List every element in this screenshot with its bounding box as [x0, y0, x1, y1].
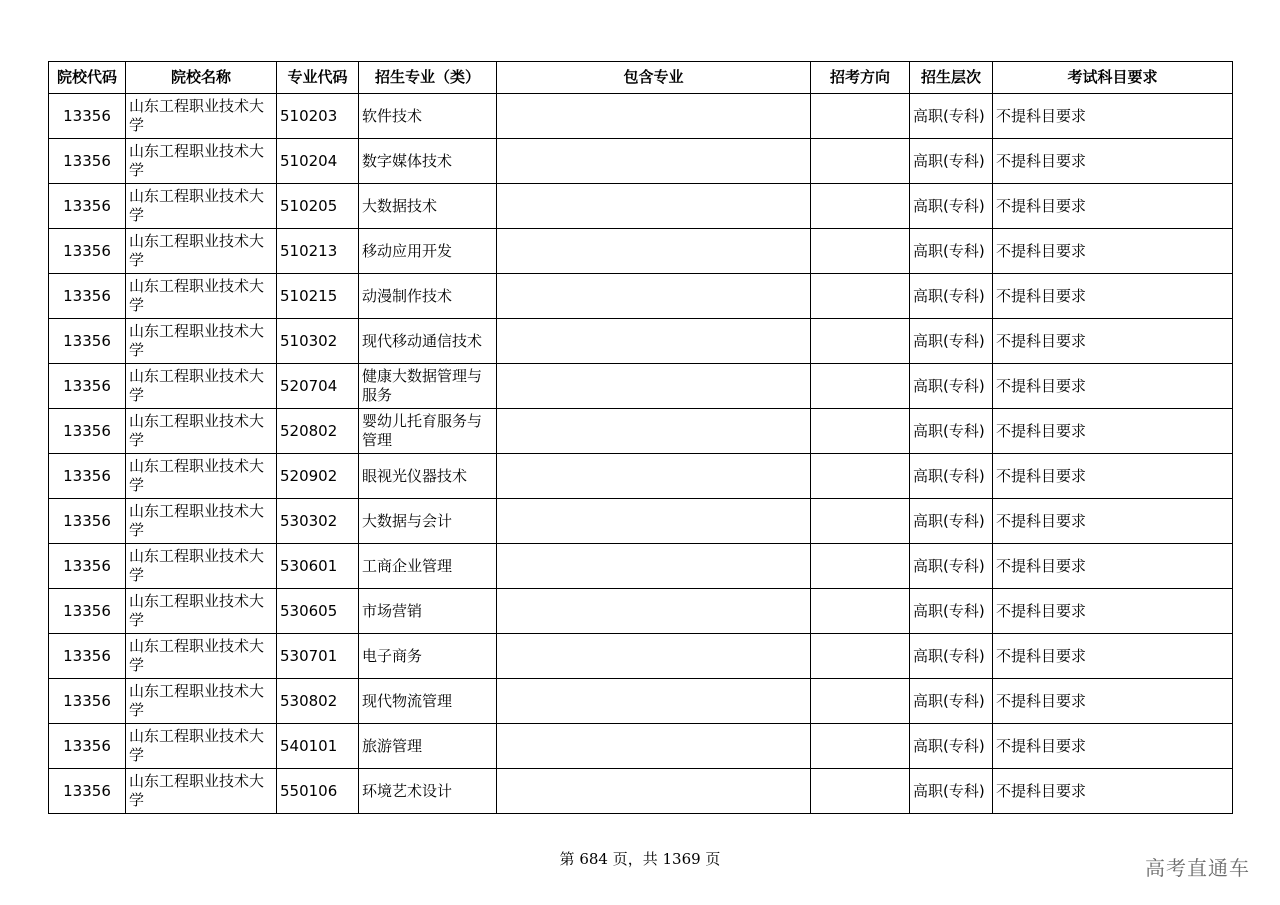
- direction-cell: [811, 679, 910, 724]
- requirement-cell: 不提科目要求: [993, 229, 1233, 274]
- requirement-cell: 不提科目要求: [993, 499, 1233, 544]
- included-majors-cell: [497, 724, 811, 769]
- major-cell: 动漫制作技术: [359, 274, 497, 319]
- watermark: 高考直通车: [1145, 856, 1250, 880]
- school-code-cell: 13356: [49, 364, 126, 409]
- table-row: [49, 589, 1233, 634]
- direction-cell: [811, 94, 910, 139]
- school-name-cell: 山东工程职业技术大学: [126, 679, 277, 724]
- major-cell: 市场营销: [359, 589, 497, 634]
- included-majors-cell: [497, 184, 811, 229]
- direction-cell: [811, 139, 910, 184]
- requirement-cell: 不提科目要求: [993, 634, 1233, 679]
- school-code-cell: 13356: [49, 454, 126, 499]
- included-majors-cell: [497, 679, 811, 724]
- major-code-cell: 530601: [277, 544, 359, 589]
- major-code-cell: 530802: [277, 679, 359, 724]
- major-cell: 电子商务: [359, 634, 497, 679]
- school-name-cell: 山东工程职业技术大学: [126, 724, 277, 769]
- school-code-cell: 13356: [49, 184, 126, 229]
- requirement-cell: 不提科目要求: [993, 364, 1233, 409]
- requirement-cell: 不提科目要求: [993, 544, 1233, 589]
- school-code-cell: 13356: [49, 409, 126, 454]
- level-cell: 高职(专科): [910, 94, 993, 139]
- school-name-cell: 山东工程职业技术大学: [126, 139, 277, 184]
- major-cell: 环境艺术设计: [359, 769, 497, 814]
- major-cell: 大数据技术: [359, 184, 497, 229]
- level-cell: 高职(专科): [910, 274, 993, 319]
- included-majors-cell: [497, 589, 811, 634]
- major-cell: 软件技术: [359, 94, 497, 139]
- included-majors-cell: [497, 634, 811, 679]
- major-cell: 现代移动通信技术: [359, 319, 497, 364]
- direction-cell: [811, 184, 910, 229]
- level-cell: 高职(专科): [910, 319, 993, 364]
- direction-cell: [811, 724, 910, 769]
- requirement-cell: 不提科目要求: [993, 94, 1233, 139]
- direction-cell: [811, 364, 910, 409]
- major-code-cell: 530302: [277, 499, 359, 544]
- major-cell: 健康大数据管理与服务: [359, 364, 497, 409]
- major-code-cell: 520704: [277, 364, 359, 409]
- major-cell: 旅游管理: [359, 724, 497, 769]
- included-majors-cell: [497, 229, 811, 274]
- level-cell: 高职(专科): [910, 544, 993, 589]
- requirement-cell: 不提科目要求: [993, 184, 1233, 229]
- header-school-code: 院校代码: [49, 62, 126, 94]
- direction-cell: [811, 499, 910, 544]
- major-code-cell: 520902: [277, 454, 359, 499]
- included-majors-cell: [497, 544, 811, 589]
- requirement-cell: 不提科目要求: [993, 139, 1233, 184]
- table-row: [49, 769, 1233, 814]
- school-name-cell: 山东工程职业技术大学: [126, 454, 277, 499]
- school-name-cell: 山东工程职业技术大学: [126, 409, 277, 454]
- school-code-cell: 13356: [49, 769, 126, 814]
- direction-cell: [811, 544, 910, 589]
- school-code-cell: 13356: [49, 94, 126, 139]
- school-name-cell: 山东工程职业技术大学: [126, 544, 277, 589]
- school-name-cell: 山东工程职业技术大学: [126, 589, 277, 634]
- admissions-table: [48, 61, 1233, 814]
- major-code-cell: 530701: [277, 634, 359, 679]
- major-code-cell: 510203: [277, 94, 359, 139]
- header-included-majors: 包含专业: [497, 62, 811, 94]
- school-code-cell: 13356: [49, 679, 126, 724]
- requirement-cell: 不提科目要求: [993, 409, 1233, 454]
- direction-cell: [811, 454, 910, 499]
- major-code-cell: 510204: [277, 139, 359, 184]
- school-code-cell: 13356: [49, 544, 126, 589]
- school-code-cell: 13356: [49, 319, 126, 364]
- direction-cell: [811, 229, 910, 274]
- included-majors-cell: [497, 94, 811, 139]
- school-name-cell: 山东工程职业技术大学: [126, 364, 277, 409]
- table-row: [49, 634, 1233, 679]
- header-row: [49, 62, 1233, 94]
- direction-cell: [811, 634, 910, 679]
- table-row: [49, 229, 1233, 274]
- major-code-cell: 510213: [277, 229, 359, 274]
- header-requirement: 考试科目要求: [993, 62, 1233, 94]
- table-row: [49, 499, 1233, 544]
- header-major-code: 专业代码: [277, 62, 359, 94]
- included-majors-cell: [497, 274, 811, 319]
- major-cell: 工商企业管理: [359, 544, 497, 589]
- level-cell: 高职(专科): [910, 589, 993, 634]
- included-majors-cell: [497, 454, 811, 499]
- header-direction: 招考方向: [811, 62, 910, 94]
- requirement-cell: 不提科目要求: [993, 769, 1233, 814]
- major-cell: 现代物流管理: [359, 679, 497, 724]
- school-code-cell: 13356: [49, 499, 126, 544]
- major-code-cell: 520802: [277, 409, 359, 454]
- included-majors-cell: [497, 139, 811, 184]
- table-row: [49, 94, 1233, 139]
- level-cell: 高职(专科): [910, 139, 993, 184]
- major-cell: 移动应用开发: [359, 229, 497, 274]
- table-row: [49, 139, 1233, 184]
- table-row: [49, 544, 1233, 589]
- major-cell: 数字媒体技术: [359, 139, 497, 184]
- included-majors-cell: [497, 319, 811, 364]
- school-code-cell: 13356: [49, 724, 126, 769]
- requirement-cell: 不提科目要求: [993, 724, 1233, 769]
- table-row: [49, 454, 1233, 499]
- requirement-cell: 不提科目要求: [993, 589, 1233, 634]
- major-cell: 大数据与会计: [359, 499, 497, 544]
- requirement-cell: 不提科目要求: [993, 454, 1233, 499]
- level-cell: 高职(专科): [910, 184, 993, 229]
- direction-cell: [811, 589, 910, 634]
- included-majors-cell: [497, 499, 811, 544]
- table-row: [49, 724, 1233, 769]
- major-code-cell: 510205: [277, 184, 359, 229]
- direction-cell: [811, 409, 910, 454]
- level-cell: 高职(专科): [910, 454, 993, 499]
- major-code-cell: 530605: [277, 589, 359, 634]
- school-code-cell: 13356: [49, 229, 126, 274]
- school-name-cell: 山东工程职业技术大学: [126, 274, 277, 319]
- header-level: 招生层次: [910, 62, 993, 94]
- table-row: [49, 679, 1233, 724]
- major-code-cell: 540101: [277, 724, 359, 769]
- level-cell: 高职(专科): [910, 724, 993, 769]
- level-cell: 高职(专科): [910, 364, 993, 409]
- table-row: [49, 319, 1233, 364]
- table-row: [49, 409, 1233, 454]
- header-major: 招生专业（类）: [359, 62, 497, 94]
- included-majors-cell: [497, 769, 811, 814]
- school-name-cell: 山东工程职业技术大学: [126, 184, 277, 229]
- level-cell: 高职(专科): [910, 634, 993, 679]
- school-name-cell: 山东工程职业技术大学: [126, 319, 277, 364]
- requirement-cell: 不提科目要求: [993, 679, 1233, 724]
- direction-cell: [811, 319, 910, 364]
- school-name-cell: 山东工程职业技术大学: [126, 229, 277, 274]
- page-number: 第 684 页，共 1369 页: [559, 850, 721, 868]
- included-majors-cell: [497, 409, 811, 454]
- requirement-cell: 不提科目要求: [993, 274, 1233, 319]
- school-name-cell: 山东工程职业技术大学: [126, 94, 277, 139]
- included-majors-cell: [497, 364, 811, 409]
- school-code-cell: 13356: [49, 634, 126, 679]
- header-school-name: 院校名称: [126, 62, 277, 94]
- major-cell: 婴幼儿托育服务与管理: [359, 409, 497, 454]
- school-code-cell: 13356: [49, 274, 126, 319]
- level-cell: 高职(专科): [910, 679, 993, 724]
- level-cell: 高职(专科): [910, 229, 993, 274]
- school-name-cell: 山东工程职业技术大学: [126, 499, 277, 544]
- major-code-cell: 510215: [277, 274, 359, 319]
- requirement-cell: 不提科目要求: [993, 319, 1233, 364]
- school-code-cell: 13356: [49, 139, 126, 184]
- school-name-cell: 山东工程职业技术大学: [126, 634, 277, 679]
- direction-cell: [811, 274, 910, 319]
- table-row: [49, 364, 1233, 409]
- major-code-cell: 550106: [277, 769, 359, 814]
- level-cell: 高职(专科): [910, 769, 993, 814]
- table-row: [49, 184, 1233, 229]
- level-cell: 高职(专科): [910, 409, 993, 454]
- school-name-cell: 山东工程职业技术大学: [126, 769, 277, 814]
- school-code-cell: 13356: [49, 589, 126, 634]
- table-row: [49, 274, 1233, 319]
- major-code-cell: 510302: [277, 319, 359, 364]
- level-cell: 高职(专科): [910, 499, 993, 544]
- direction-cell: [811, 769, 910, 814]
- major-cell: 眼视光仪器技术: [359, 454, 497, 499]
